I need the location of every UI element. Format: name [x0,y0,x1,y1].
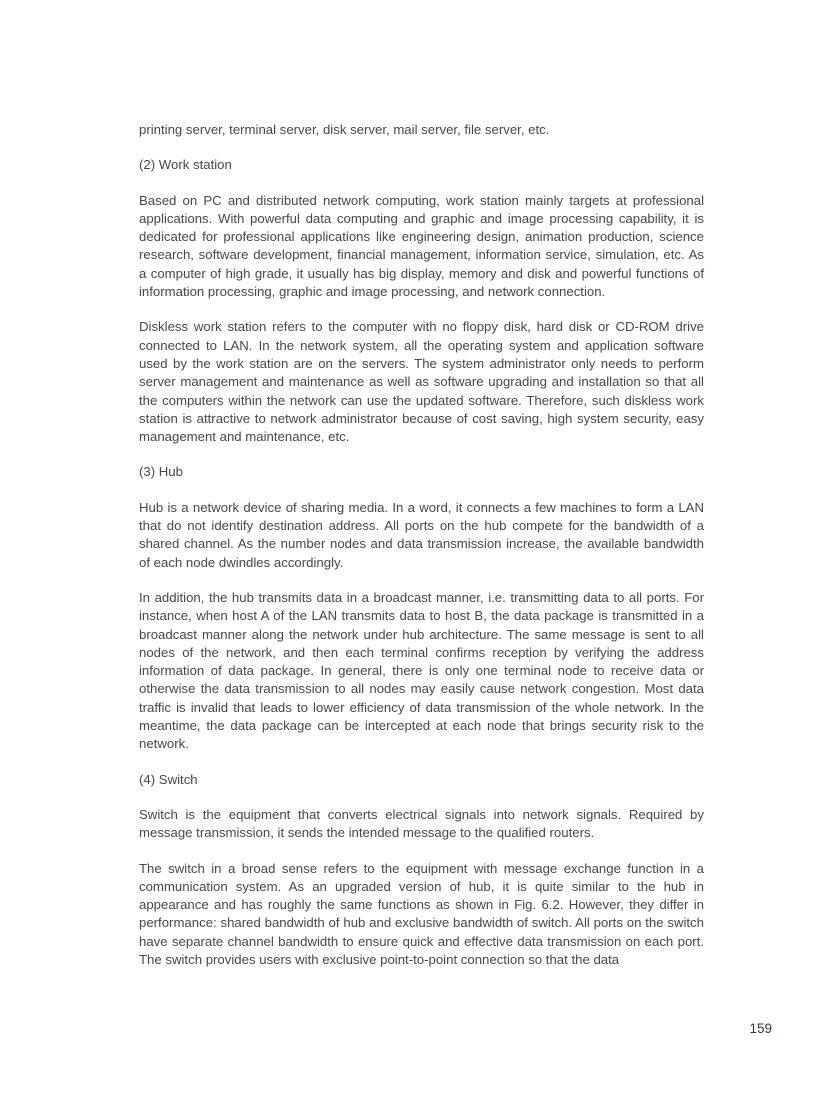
section-heading-work-station: (2) Work station [139,157,232,173]
text-block [139,121,704,986]
paragraph-continuation: printing server, terminal server, disk server, mail server, file server, etc. [139,122,550,137]
paragraph-work-station-1: Based on PC and distributed network computing, work station mainly targets at professional applications. With powerful data computing and graphic and image processing capability, it is dedicated for professional applications like engineering design, animation production, science research, software development, financial management, information service, simulation, etc. As a computer of high grade, it usually has big display, memory and disk and powerful functions of information processing, graphic and image processing, and network connection. [139,192,704,300]
paragraph-switch-1: Switch is the equipment that converts electrical signals into network signals. Required by message transmission, it sends the intended message to the qualified routers. [139,806,704,841]
page-number: 159 [749,1021,772,1036]
paragraph-hub-1: Hub is a network device of sharing media. In a word, it connects a few machines to form a LAN that do not identify destination address. All ports on the hub compete for the bandwidth of a shared channel. As the number nodes and data transmission increase, the available bandwidth of each node dwindles accordingly. [139,499,704,570]
paragraph-switch-2: The switch in a broad sense refers to the equipment with message exchange function in a communication system. As an upgraded version of hub, it is quite similar to the hub in appearance and has roughly the same functions as shown in Fig. 6.2. However, they differ in performance: shared bandwidth of hub and exclusive bandwidth of switch. All ports on the switch have separate channel bandwidth to ensure quick and effective data transmission on each port. The switch provides users with exclusive point-to-point connection so that the data [139,860,704,967]
section-heading-switch: (4) Switch [139,771,198,787]
paragraph-hub-2: In addition, the hub transmits data in a broadcast manner, i.e. transmitting data to all ports. For instance, when host A of the LAN transmits data to host B, the data package is transmitted in a broadcast manner along the network under hub architecture. The same message is sent to all nodes of the network, and then each terminal confirms reception by verifying the address information of data package. In general, there is only one terminal node to receive data or otherwise the data transmission to all nodes may easily cause network congestion. Most data traffic is invalid that leads to lower efficiency of data transmission of the whole network. In the meantime, the data package can be intercepted at each node that brings security risk to the network. [139,589,704,752]
paragraph-work-station-2: Diskless work station refers to the computer with no floppy disk, hard disk or CD-ROM drive connected to LAN. In the network system, all the operating system and application software used by the work station are on the servers. The system administrator only needs to perform server management and maintenance as well as software upgrading and installation so that all the computers within the network can use the updated software. Therefore, such diskless work station is attractive to network administrator because of cost saving, high system security, easy management and maintenance, etc. [139,319,704,445]
section-heading-hub: (3) Hub [139,464,183,480]
